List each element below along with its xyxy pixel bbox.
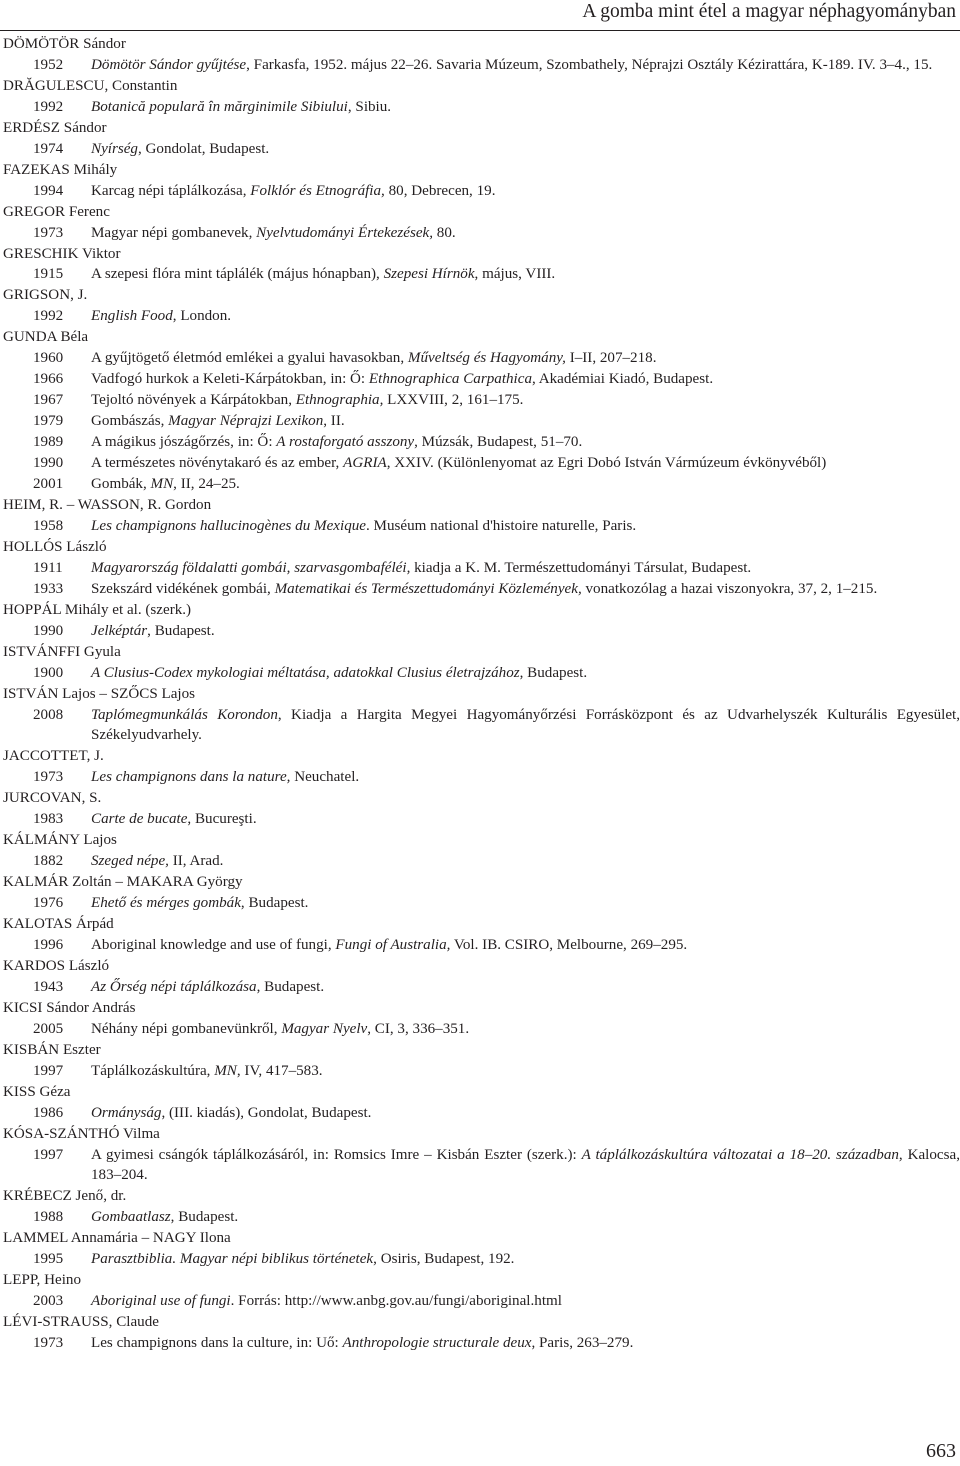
citation-text: , Farkasfa, 1952. május 22–26. Savaria Múzeum, Szombathely, Néprajzi Osztály Kézirattára, K-189. IV. 3–4., 15.: [246, 56, 933, 73]
citation-text: LXXVIII, 2, 161–175.: [383, 392, 524, 409]
citation-title-italic: MN: [214, 1062, 237, 1079]
entry-citation: [91, 223, 960, 244]
entry-author: LAMMEL Annamária – NAGY Ilona: [3, 1230, 231, 1247]
entry-author: ERDÉSZ Sándor: [3, 119, 107, 136]
entry-year: 1960: [33, 350, 64, 367]
entry-work: [3, 264, 960, 285]
entry-work: [3, 306, 960, 327]
entry-work: [3, 1019, 960, 1040]
running-header: A gomba mint étel a magyar néphagyományban: [582, 1, 956, 22]
entry-author: DRĂGULESCU, Constantin: [3, 77, 178, 94]
entry-work: [3, 348, 960, 369]
citation-text: Kalocsa, 183–204.: [91, 1146, 960, 1184]
citation-text: Gombászás,: [91, 413, 169, 430]
entry-work: [3, 1333, 960, 1354]
entry-author: GRIGSON, J.: [3, 287, 88, 304]
citation-text: , Múzsák, Budapest, 51–70.: [414, 434, 583, 451]
citation-text: , II, 24–25.: [173, 476, 240, 493]
entry-citation: [91, 977, 960, 998]
entry-year: 1996: [33, 936, 64, 953]
citation-title-italic: Anthropologie structurale deux: [342, 1335, 532, 1352]
entry-citation: [91, 369, 960, 390]
entry-work: [3, 767, 960, 788]
entry-year: 1988: [33, 1209, 64, 1226]
citation-title-italic: Carte de bucate: [91, 811, 188, 828]
citation-title-italic: Szepesi Hírnök: [383, 266, 475, 283]
entry-citation: [91, 1019, 960, 1040]
entry-work: [3, 390, 960, 411]
citation-text: , II.: [323, 413, 345, 430]
entry-citation: [91, 558, 960, 579]
entry-year: 1974: [33, 140, 64, 157]
entry-citation: [91, 935, 960, 956]
entry-year: 1900: [33, 664, 64, 681]
entry-work: [3, 1103, 960, 1124]
citation-text: II, Arad.: [168, 853, 224, 870]
entry-citation: [91, 516, 960, 537]
entry-year: 1958: [33, 517, 64, 534]
entry-citation: [91, 139, 960, 160]
entry-author: HOPPÁL Mihály et al. (szerk.): [3, 601, 192, 618]
citation-text: Karcag népi táplálkozása,: [91, 182, 251, 199]
entry-work: [3, 474, 960, 495]
entry-author: GRESCHIK Viktor: [3, 245, 121, 262]
citation-title-italic: Ormányság: [91, 1104, 162, 1121]
entry-work: [3, 453, 960, 474]
citation-title-italic: Les champignons hallucinogènes du Mexique: [91, 517, 366, 534]
entry-year: 1973: [33, 224, 64, 241]
citation-text: Vadfogó hurkok a Keleti-Kárpátokban, in: Ő:: [91, 371, 369, 388]
entry-author: LEPP, Heino: [3, 1272, 81, 1289]
citation-text: , XXIV. (Különlenyomat az Egri Dobó István Vármúzeum évkönyvéből): [386, 455, 827, 472]
entry-citation: [91, 348, 960, 369]
entry-work: [3, 705, 960, 747]
entry-year: 1966: [33, 371, 64, 388]
citation-title-italic: Magyarország földalatti gombái, szarvasgombaféléi,: [91, 559, 411, 576]
bibliography-list: [3, 34, 960, 1354]
entry-work: [3, 1291, 960, 1312]
citation-title-italic: Magyar Néprajzi Lexikon: [168, 413, 324, 430]
citation-title-italic: Botanică populară în mărginimile Sibiului: [91, 98, 348, 115]
entry-citation: [91, 1333, 960, 1354]
citation-text: , Budapest.: [519, 664, 588, 681]
entry-work: [3, 181, 960, 202]
entry-author: KRÉBECZ Jenő, dr.: [3, 1188, 127, 1205]
entry-work: [3, 621, 960, 642]
citation-text: , London.: [172, 308, 232, 325]
entry-citation: [91, 893, 960, 914]
entry-author: KALOTAS Árpád: [3, 916, 114, 933]
citation-text: Aboriginal knowledge and use of fungi,: [91, 936, 336, 953]
citation-title-italic: Dömötör Sándor gyűjtése: [91, 56, 247, 73]
entry-citation: [91, 453, 960, 474]
entry-author: KICSI Sándor András: [3, 999, 136, 1016]
entry-author: KÁLMÁNY Lajos: [3, 832, 117, 849]
entry-citation: [91, 411, 960, 432]
citation-title-italic: Ethnographia,: [295, 392, 384, 409]
entry-author: DÖMÖTÖR Sándor: [3, 36, 126, 52]
entry-work: [3, 663, 960, 684]
entry-author: KISS Géza: [3, 1083, 71, 1100]
entry-year: 2003: [33, 1293, 64, 1310]
entry-year: 1989: [33, 434, 64, 451]
citation-text: Gombák,: [91, 476, 151, 493]
entry-citation: [91, 390, 960, 411]
entry-year: 1992: [33, 308, 64, 325]
entry-work: [3, 369, 960, 390]
entry-year: 1976: [33, 895, 64, 912]
citation-text: A gyűjtögető életmód emlékei a gyalui havasokban,: [91, 350, 408, 367]
entry-citation: [91, 1103, 960, 1124]
citation-text: 80, Debrecen, 19.: [384, 182, 496, 199]
entry-year: 1983: [33, 811, 64, 828]
entry-work: [3, 97, 960, 118]
entry-work: [3, 1249, 960, 1270]
citation-title-italic: Parasztbiblia. Magyar népi biblikus történetek: [91, 1251, 374, 1268]
citation-text: Táplálkozáskultúra,: [91, 1062, 215, 1079]
citation-title-italic: Az Őrség népi táplálkozása: [91, 978, 257, 995]
citation-title-italic: Taplómegmunkálás Korondon: [91, 706, 278, 723]
citation-text: Szekszárd vidékének gombái,: [91, 580, 275, 597]
entry-year: 1933: [33, 580, 64, 597]
entry-author: JACCOTTET, J.: [3, 748, 104, 765]
entry-year: 1995: [33, 1251, 64, 1268]
entry-citation: [91, 97, 960, 118]
entry-citation: [91, 705, 960, 747]
citation-text: . Forrás: http://www.anbg.gov.au/fungi/aboriginal.html: [230, 1293, 562, 1310]
entry-author: KISBÁN Eszter: [3, 1041, 101, 1058]
citation-title-italic: Jelképtár: [91, 622, 148, 639]
entry-author: JURCOVAN, S.: [3, 790, 102, 807]
citation-text: , Kiadja a Hargita Megyei Hagyományőrzési Forrásközpont és az Udvarhelyszék Kulturális Egyesület, Székelyudvarhely.: [91, 706, 960, 744]
citation-text: 80.: [433, 224, 456, 241]
entry-citation: [91, 767, 960, 788]
citation-text: , (III. kiadás), Gondolat, Budapest.: [161, 1104, 372, 1121]
citation-text: , Budapest.: [240, 895, 309, 912]
citation-title-italic: Ethnographica Carpathica: [368, 371, 532, 388]
entry-year: 1990: [33, 622, 64, 639]
entry-citation: [91, 1291, 960, 1312]
citation-text: Les champignons dans la culture, in: Uő:: [91, 1335, 343, 1352]
entry-year: 1973: [33, 769, 64, 786]
entry-work: [3, 893, 960, 914]
citation-text: , Akadémiai Kiadó, Budapest.: [532, 371, 714, 388]
citation-text: , Sibiu.: [347, 98, 392, 115]
entry-author: GUNDA Béla: [3, 329, 89, 346]
citation-title-italic: Ehető és mérges gombák: [91, 895, 241, 912]
citation-title-italic: A Clusius-Codex mykologiai méltatása, adatokkal Clusius életrajzához: [91, 664, 520, 681]
entry-author: KÓSA-SZÁNTHÓ Vilma: [3, 1125, 160, 1142]
entry-author: ISTVÁNFFI Gyula: [3, 643, 121, 660]
entry-citation: [91, 1249, 960, 1270]
citation-title-italic: Gombaatlasz: [91, 1209, 171, 1226]
entry-citation: [91, 306, 960, 327]
entry-citation: [91, 663, 960, 684]
entry-year: 1973: [33, 1335, 64, 1352]
entry-year: 1952: [33, 56, 64, 73]
citation-text: , Bucureşti.: [187, 811, 257, 828]
citation-text: , május, VIII.: [474, 266, 556, 283]
entry-citation: [91, 621, 960, 642]
entry-work: [3, 977, 960, 998]
citation-text: A mágikus jószágőrzés, in: Ő:: [91, 434, 277, 451]
entry-author: HOLLÓS László: [3, 538, 107, 555]
citation-text: , Budapest.: [147, 622, 215, 639]
entry-year: 1990: [33, 455, 64, 472]
entry-author: KARDOS László: [3, 957, 110, 974]
entry-work: [3, 55, 960, 76]
entry-citation: [91, 1207, 960, 1228]
citation-title-italic: Magyar Nyelv: [281, 1020, 368, 1037]
entry-citation: [91, 579, 960, 600]
citation-text: , CI, 3, 336–351.: [367, 1020, 470, 1037]
citation-title-italic: English Food: [91, 308, 173, 325]
entry-citation: [91, 1061, 960, 1082]
citation-text: Vol. IB. CSIRO, Melbourne, 269–295.: [450, 936, 688, 953]
entry-citation: [91, 55, 960, 76]
citation-title-italic: Szeged népe,: [91, 853, 169, 870]
entry-work: [3, 1061, 960, 1082]
citation-title-italic: Műveltség és Hagyomány,: [407, 350, 566, 367]
citation-text: , Budapest.: [170, 1209, 239, 1226]
entry-work: [3, 1145, 960, 1187]
entry-work: [3, 558, 960, 579]
entry-citation: [91, 432, 960, 453]
entry-author: ISTVÁN Lajos – SZŐCS Lajos: [3, 685, 196, 702]
entry-work: [3, 411, 960, 432]
citation-title-italic: Nyírség: [91, 140, 138, 157]
citation-title-italic: A rostaforgató asszony: [276, 434, 415, 451]
citation-text: , Gondolat, Budapest.: [137, 140, 270, 157]
citation-title-italic: Les champignons dans la nature,: [91, 769, 291, 786]
citation-text: Magyar népi gombanevek,: [91, 224, 257, 241]
entry-citation: [91, 851, 960, 872]
citation-title-italic: Fungi of Australia,: [335, 936, 451, 953]
citation-text: vonatkozólag a hazai viszonyokra, 37, 2, 1–215.: [581, 580, 878, 597]
entry-year: 1882: [33, 853, 64, 870]
citation-title-italic: MN: [150, 476, 174, 493]
citation-text: , Budapest.: [256, 978, 325, 995]
entry-author: FAZEKAS Mihály: [3, 161, 118, 178]
entry-work: [3, 139, 960, 160]
citation-text: kiadja a K. M. Természettudományi Társulat, Budapest.: [410, 559, 752, 576]
entry-work: [3, 1207, 960, 1228]
citation-text: A gyimesi csángók táplálkozásáról, in: Romsics Imre – Kisbán Eszter (szerk.):: [91, 1146, 582, 1163]
entry-citation: [91, 181, 960, 202]
citation-text: Tejoltó növények a Kárpátokban,: [91, 392, 296, 409]
entry-year: 1979: [33, 413, 64, 430]
entry-work: [3, 851, 960, 872]
citation-text: A természetes növénytakaró és az ember,: [91, 455, 344, 472]
citation-text: , Paris, 263–279.: [531, 1335, 634, 1352]
entry-year: 2001: [33, 476, 64, 493]
entry-citation: [91, 1145, 960, 1187]
page-number: 663: [926, 1440, 956, 1462]
citation-title-italic: A táplálkozáskultúra változatai a 18–20. században,: [581, 1146, 903, 1163]
entry-year: 1967: [33, 392, 64, 409]
citation-text: Neuchatel.: [290, 769, 360, 786]
entry-work: [3, 809, 960, 830]
citation-text: A szepesi flóra mint táplálék (május hónapban),: [91, 266, 384, 283]
entry-year: 2005: [33, 1020, 64, 1037]
entry-work: [3, 579, 960, 600]
entry-year: 1943: [33, 978, 64, 995]
entry-year: 1994: [33, 182, 64, 199]
citation-title-italic: Nyelvtudományi Értekezések,: [256, 224, 433, 241]
entry-year: 1997: [33, 1146, 64, 1163]
entry-year: 1911: [33, 559, 63, 576]
entry-citation: [91, 474, 960, 495]
entry-work: [3, 935, 960, 956]
entry-author: GREGOR Ferenc: [3, 203, 110, 220]
entry-year: 1992: [33, 98, 64, 115]
entry-work: [3, 223, 960, 244]
entry-work: [3, 432, 960, 453]
entry-year: 2008: [33, 706, 64, 723]
citation-title-italic: AGRIA: [343, 455, 387, 472]
entry-work: [3, 516, 960, 537]
header-divider: [0, 30, 960, 31]
entry-year: 1997: [33, 1062, 64, 1079]
entry-author: KALMÁR Zoltán – MAKARA György: [3, 874, 243, 891]
citation-title-italic: Folklór és Etnográfia,: [250, 182, 385, 199]
entry-year: 1986: [33, 1104, 64, 1121]
citation-text: . Muséum national d'histoire naturelle, Paris.: [366, 517, 637, 534]
citation-text: Néhány népi gombanevünkről,: [91, 1020, 282, 1037]
citation-text: , Osiris, Budapest, 192.: [373, 1251, 515, 1268]
entry-citation: [91, 264, 960, 285]
citation-text: , IV, 417–583.: [236, 1062, 323, 1079]
entry-author: LÉVI-STRAUSS, Claude: [3, 1314, 159, 1331]
citation-text: I–II, 207–218.: [565, 350, 657, 367]
entry-year: 1915: [33, 266, 64, 283]
citation-title-italic: Matematikai és Természettudományi Közlemények,: [274, 580, 582, 597]
citation-title-italic: Aboriginal use of fungi: [91, 1293, 231, 1310]
entry-citation: [91, 809, 960, 830]
entry-author: HEIM, R. – WASSON, R. Gordon: [3, 496, 212, 513]
